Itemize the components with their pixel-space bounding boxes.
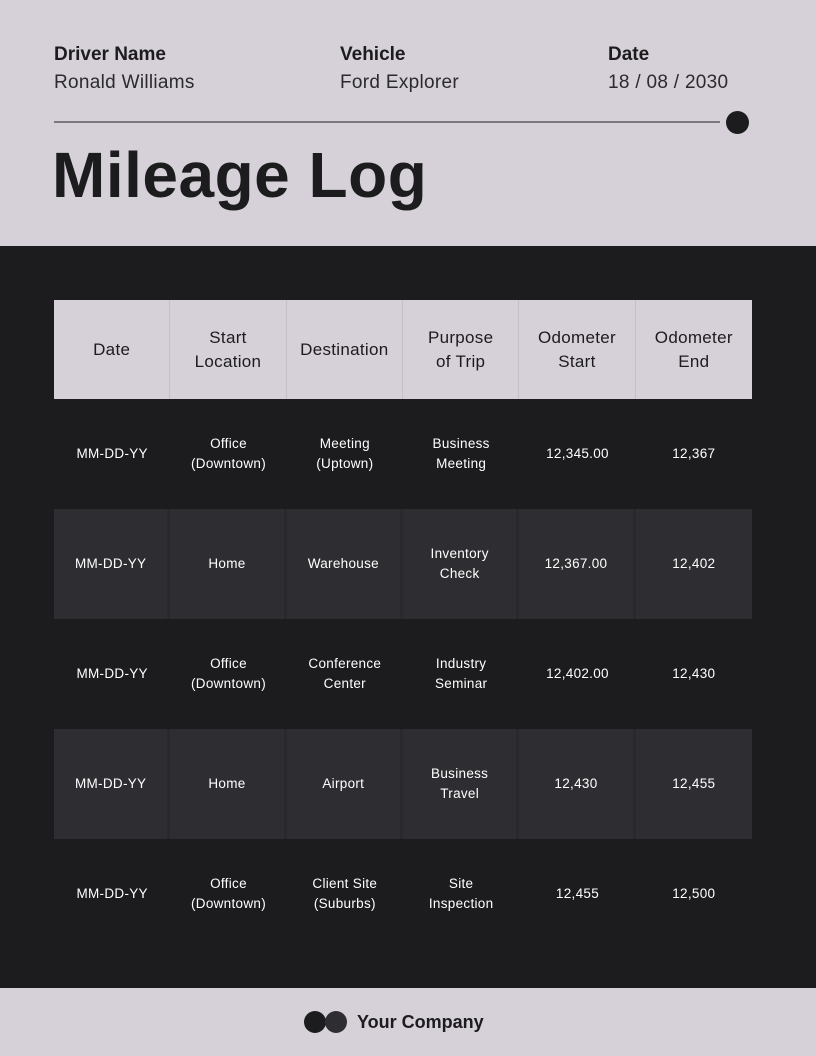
page-title: Mileage Log (52, 139, 428, 211)
table-cell: 12,402 (672, 556, 716, 571)
table-cell: MM-DD-YY (54, 729, 170, 839)
vehicle-value: Ford Explorer (340, 72, 459, 93)
table-row (54, 729, 752, 839)
driver-block (54, 44, 195, 94)
table-header-row (54, 300, 752, 399)
company-logo-dot-icon (304, 1011, 326, 1033)
table-row (54, 839, 752, 949)
date-value: 18 / 08 / 2030 (608, 72, 729, 93)
column-header-purpose: Purpose of Trip (403, 300, 519, 399)
date-label: Date (608, 44, 650, 65)
table-cell: Business Meeting (432, 436, 490, 471)
driver-value: Ronald Williams (54, 72, 195, 93)
table-cell: Site Inspection (428, 876, 494, 911)
table-cell: Client Site (Suburbs) (312, 876, 378, 911)
company-logo-dot-icon (325, 1011, 347, 1033)
date-block (608, 44, 728, 94)
table-cell: 12,455 (672, 776, 716, 791)
divider-dot (726, 111, 749, 134)
mileage-table (54, 300, 752, 949)
table-cell: Airport (287, 729, 403, 839)
company-name: Your Company (357, 1012, 484, 1032)
table-cell: MM-DD-YY (54, 509, 170, 619)
table-cell: Warehouse (287, 509, 403, 619)
column-header-destination: Destination (287, 300, 403, 399)
table-cell: Industry Seminar (434, 656, 488, 691)
column-header-start-location: Start Location (170, 300, 286, 399)
table-row (54, 619, 752, 729)
table-cell: MM-DD-YY (76, 886, 148, 901)
table-cell: 12,402.00 (546, 666, 609, 681)
table-cell: 12,367.00 (519, 509, 635, 619)
driver-label: Driver Name (54, 44, 166, 65)
table-cell: Office (Downtown) (190, 436, 266, 471)
table-row (54, 509, 752, 619)
column-header-date: Date (54, 300, 170, 399)
table-cell: 12,367 (672, 446, 716, 461)
table-cell: Office (Downtown) (190, 876, 266, 911)
vehicle-label: Vehicle (340, 44, 406, 65)
table-cell: Home (170, 729, 286, 839)
table-cell: MM-DD-YY (76, 446, 148, 461)
table-cell: 12,345.00 (546, 446, 609, 461)
table-cell: Meeting (Uptown) (316, 436, 374, 471)
table-cell: 12,500 (672, 886, 716, 901)
table-cell: MM-DD-YY (76, 666, 148, 681)
column-header-odometer-end: Odometer End (654, 327, 733, 371)
table-cell: 12,430 (519, 729, 635, 839)
vehicle-block (340, 44, 459, 94)
table-row (54, 399, 752, 509)
table-cell: Conference Center (308, 656, 382, 691)
table-cell: 12,430 (672, 666, 716, 681)
column-header-odometer-start: Odometer Start (519, 300, 635, 399)
table-cell: 12,455 (555, 886, 600, 901)
table-cell: Home (170, 509, 286, 619)
table-cell: Office (Downtown) (190, 656, 266, 691)
table-cell: Inventory Check (403, 509, 519, 619)
table-cell: Business Travel (403, 729, 519, 839)
divider-line (54, 121, 720, 123)
